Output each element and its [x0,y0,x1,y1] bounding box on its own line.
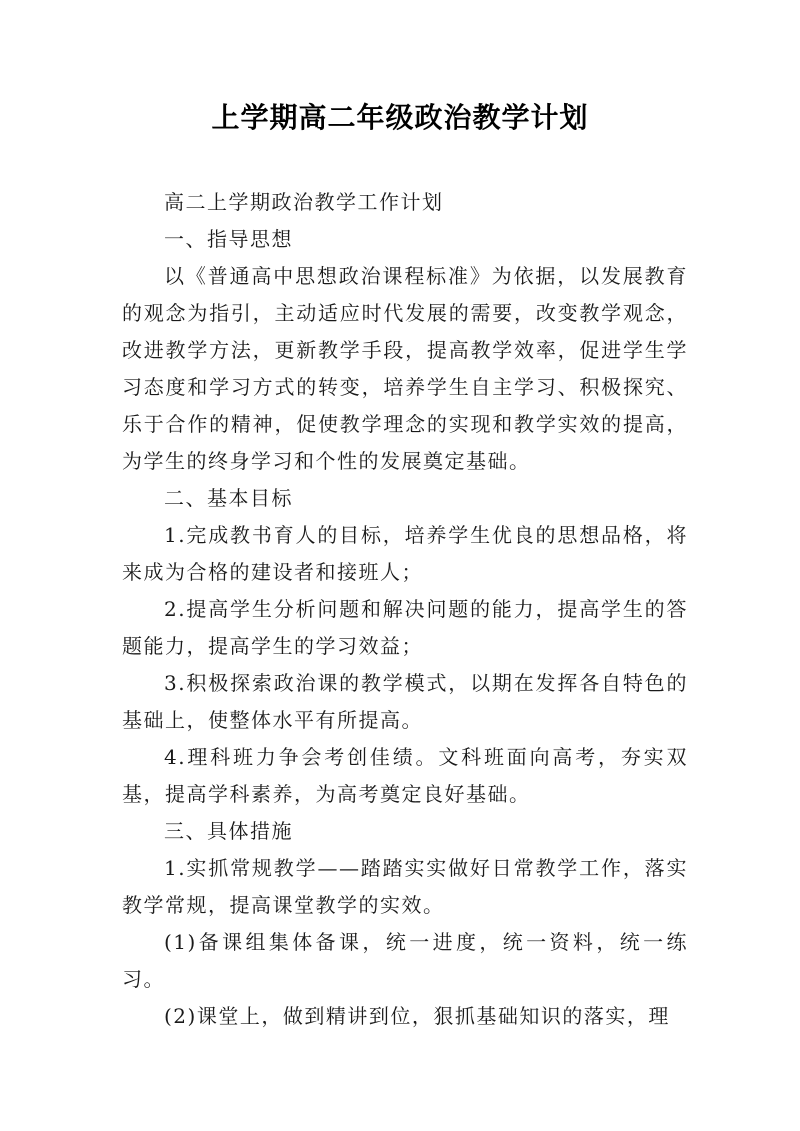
section-heading-guiding-ideology: 一、指导思想 [164,227,293,251]
section-heading-basic-goals: 二、基本目标 [164,486,293,510]
measure-item-1: 1.实抓常规教学——踏踏实实做好日常教学工作，落实教学常规，提高课堂教学的实效。 [122,856,688,917]
document-body [122,184,688,1035]
section-heading-specific-measures: 三、具体措施 [164,819,293,843]
goal-item-3: 3.积极探索政治课的教学模式，以期在发挥各自特色的基础上，使整体水平有所提高。 [122,671,688,732]
goal-item-1: 1.完成教书育人的目标，培养学生优良的思想品格，将来成为合格的建设者和接班人； [122,523,688,584]
document-title: 上学期高二年级政治教学计划 [211,101,589,134]
subtitle-paragraph: 高二上学期政治教学工作计划 [164,190,444,214]
goal-item-2: 2.提高学生分析问题和解决问题的能力，提高学生的答题能力，提高学生的学习效益； [122,597,688,658]
measure-subitem-2: (2)课堂上，做到精讲到位，狠抓基础知识的落实，理 [164,1004,670,1028]
guiding-ideology-paragraph: 以《普通高中思想政治课程标准》为依据，以发展教育的观念为指引，主动适应时代发展的需要，改变教学观念，改进教学方法，更新教学手段，提高教学效率，促进学生学习态度和学习方式的转变，培养学生自主学习、积极探究、乐于合作的精神，促使教学理念的实现和教学实效的提高，为学生的终身学习和个性的发展奠定基础。 [122,264,688,473]
measure-subitem-1: (1)备课组集体备课，统一进度，统一资料，统一练习。 [122,930,688,991]
goal-item-4: 4.理科班力争会考创佳绩。文科班面向高考，夯实双基，提高学科素养，为高考奠定良好基础。 [122,745,688,806]
